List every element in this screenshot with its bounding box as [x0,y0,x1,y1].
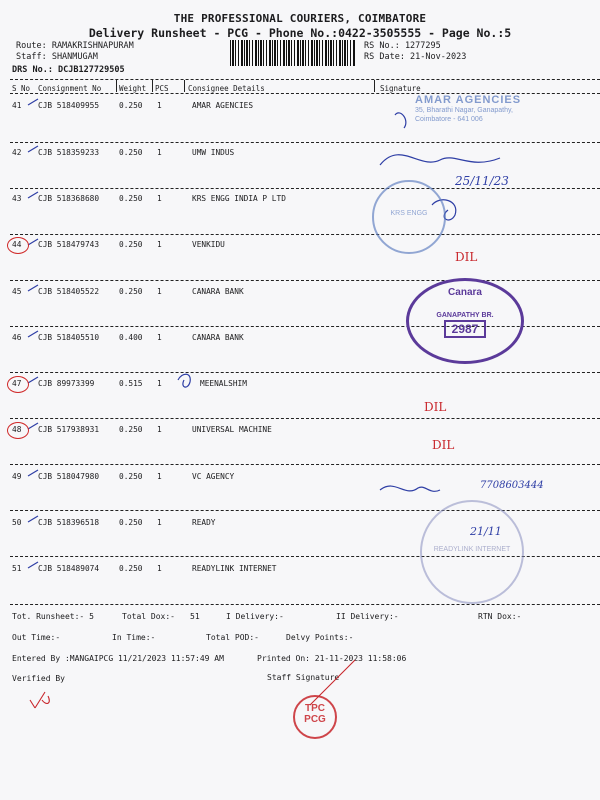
col-sno: S No [12,84,31,93]
in-time: In Time:- [112,633,156,642]
ii-delivery: II Delivery:- [336,612,399,621]
row-sno: 51 [12,564,22,573]
row-weight: 0.250 [119,518,143,527]
col-consignee: Consignee Details [188,84,265,93]
row-pcs: 1 [157,101,162,110]
col-consignment: Consignment No [38,84,102,93]
row-sno: 41 [12,101,22,110]
row-consignee: VC AGENCY [192,472,235,481]
table-top-rule [10,79,600,80]
barcode [230,40,356,66]
row-44-circle [7,237,29,254]
row-weight: 0.250 [119,101,143,110]
stamp-name: AMAR AGENCIES [415,94,522,106]
row-divider [10,464,600,465]
row-divider [10,510,600,511]
total-dox-label: Total Dox:- [122,612,175,621]
row-consignee: KRS ENGG INDIA P LTD [192,194,286,203]
verified-by: Verified By [12,674,65,683]
col-signature: Signature [380,84,421,93]
readylink-stamp [420,500,524,604]
row-weight: 0.250 [119,472,143,481]
stamp-text: READYLINK INTERNET [433,546,511,553]
row-consignment: CJB 518409955 [38,101,100,110]
row-consignee: CANARA BANK [192,333,244,342]
row-sno: 45 [12,287,22,296]
total-runsheet: Tot. Runsheet:- 5 [12,612,94,621]
staff: Staff: SHANMUGAM [16,52,98,62]
phone-note: 7708603444 [480,480,544,491]
company-name: THE PROFESSIONAL COURIERS, COIMBATORE [173,12,427,25]
row-consignment: CJB 518489074 [38,564,100,573]
row-48-circle [7,422,29,439]
row-pcs: 1 [157,333,162,342]
total-dox-value: 51 [190,612,200,621]
row-pcs: 1 [157,240,162,249]
i-delivery: I Delivery:- [226,612,284,621]
amar-agencies-stamp [415,94,555,138]
row-pcs: 1 [157,379,162,388]
staff-signature-label: Staff Signature [267,673,340,682]
row-sno: 46 [12,333,22,342]
delvy-points: Delvy Points:- [286,633,354,642]
row-consignment: CJB 518479743 [38,240,100,249]
row-weight: 0.250 [119,194,143,203]
stamp-branch: GANAPATHY BR. [436,312,494,319]
row-divider [10,418,600,419]
col-pcs: PCS [155,84,169,93]
row-divider [10,142,600,143]
rs-date: RS Date: 21-Nov-2023 [364,52,467,62]
row-consignment: CJB 518368680 [38,194,100,203]
row-pcs: 1 [157,287,162,296]
row-divider [10,372,600,373]
row-consignee: UNIVERSAL MACHINE [192,425,272,434]
row-47-circle [7,376,29,393]
stamp-bank-name: Canara [448,287,482,298]
delivery-date-note: 21/11 [470,525,502,538]
row-sno: 42 [12,148,22,157]
row-consignee: CANARA BANK [192,287,244,296]
total-pod: Total POD:- [206,633,259,642]
row-weight: 0.515 [119,379,143,388]
row-sno: 50 [12,518,22,527]
printed-on: Printed On: 21-11-2023 11:58:06 [257,654,407,663]
row-divider [10,188,600,189]
row-weight: 0.250 [119,148,143,157]
row-weight: 0.250 [119,287,143,296]
krs-engg-stamp [372,180,446,254]
row-divider [10,280,600,281]
row-consignment: CJB 518405522 [38,287,100,296]
delivery-date-note: 25/11/23 [455,174,509,188]
row-pcs: 1 [157,564,162,573]
row-weight: 0.250 [119,564,143,573]
dil-note: DIL [432,438,455,452]
row-consignee: VENKIDU [192,240,225,249]
row-consignment: CJB 518359233 [38,148,100,157]
row-consignment: CJB 517938931 [38,425,100,434]
stamp-text: KRS ENGG [390,210,428,217]
dil-note: DIL [455,250,478,264]
row-divider [10,604,600,605]
tpc-pcg-stamp [293,695,337,739]
row-sno: 48 [12,425,22,434]
entered-by: Entered By :MANGAIPCG 11/21/2023 11:57:49 AM [12,654,224,663]
row-consignment: CJB 518396518 [38,518,100,527]
row-sno: 47 [12,379,22,388]
row-sno: 44 [12,240,22,249]
row-pcs: 1 [157,472,162,481]
stamp-address: 35, Bharathi Nagar, Ganapathy, Coimbatore - 641 006 [415,107,513,123]
stamp-pcg: PCG [304,714,326,725]
stamp-code: 2987 [444,320,487,338]
runsheet-subtitle: Delivery Runsheet - PCG - Phone No.:0422-3505555 - Page No.:5 [88,26,512,40]
row-sno: 49 [12,472,22,481]
row-consignee: MEENALSHIM [200,379,247,388]
row-weight: 0.250 [119,240,143,249]
row-pcs: 1 [157,194,162,203]
row-sno: 43 [12,194,22,203]
route: Route: RAMAKRISHNAPURAM [16,41,134,51]
col-weight: Weight [119,84,147,93]
row-weight: 0.400 [119,333,143,342]
drs-number: DRS No.: DCJB127729505 [12,65,125,75]
stamp-tpc: TPC [305,703,325,714]
rs-number: RS No.: 1277295 [364,41,441,51]
canara-bank-stamp [406,278,524,364]
row-consignee: READY [192,518,216,527]
row-consignment: CJB 518405510 [38,333,100,342]
row-pcs: 1 [157,425,162,434]
rtn-dox: RTN Dox:- [478,612,522,621]
row-weight: 0.250 [119,425,143,434]
row-consignee: AMAR AGENCIES [192,101,254,110]
row-consignee: UMW INDUS [192,148,235,157]
row-divider [10,234,600,235]
row-pcs: 1 [157,518,162,527]
dil-note: DIL [424,400,447,414]
out-time: Out Time:- [12,633,61,642]
row-consignment: CJB 518047980 [38,472,100,481]
row-consignment: CJB 89973399 [38,379,95,388]
row-consignee: READYLINK INTERNET [192,564,277,573]
row-pcs: 1 [157,148,162,157]
